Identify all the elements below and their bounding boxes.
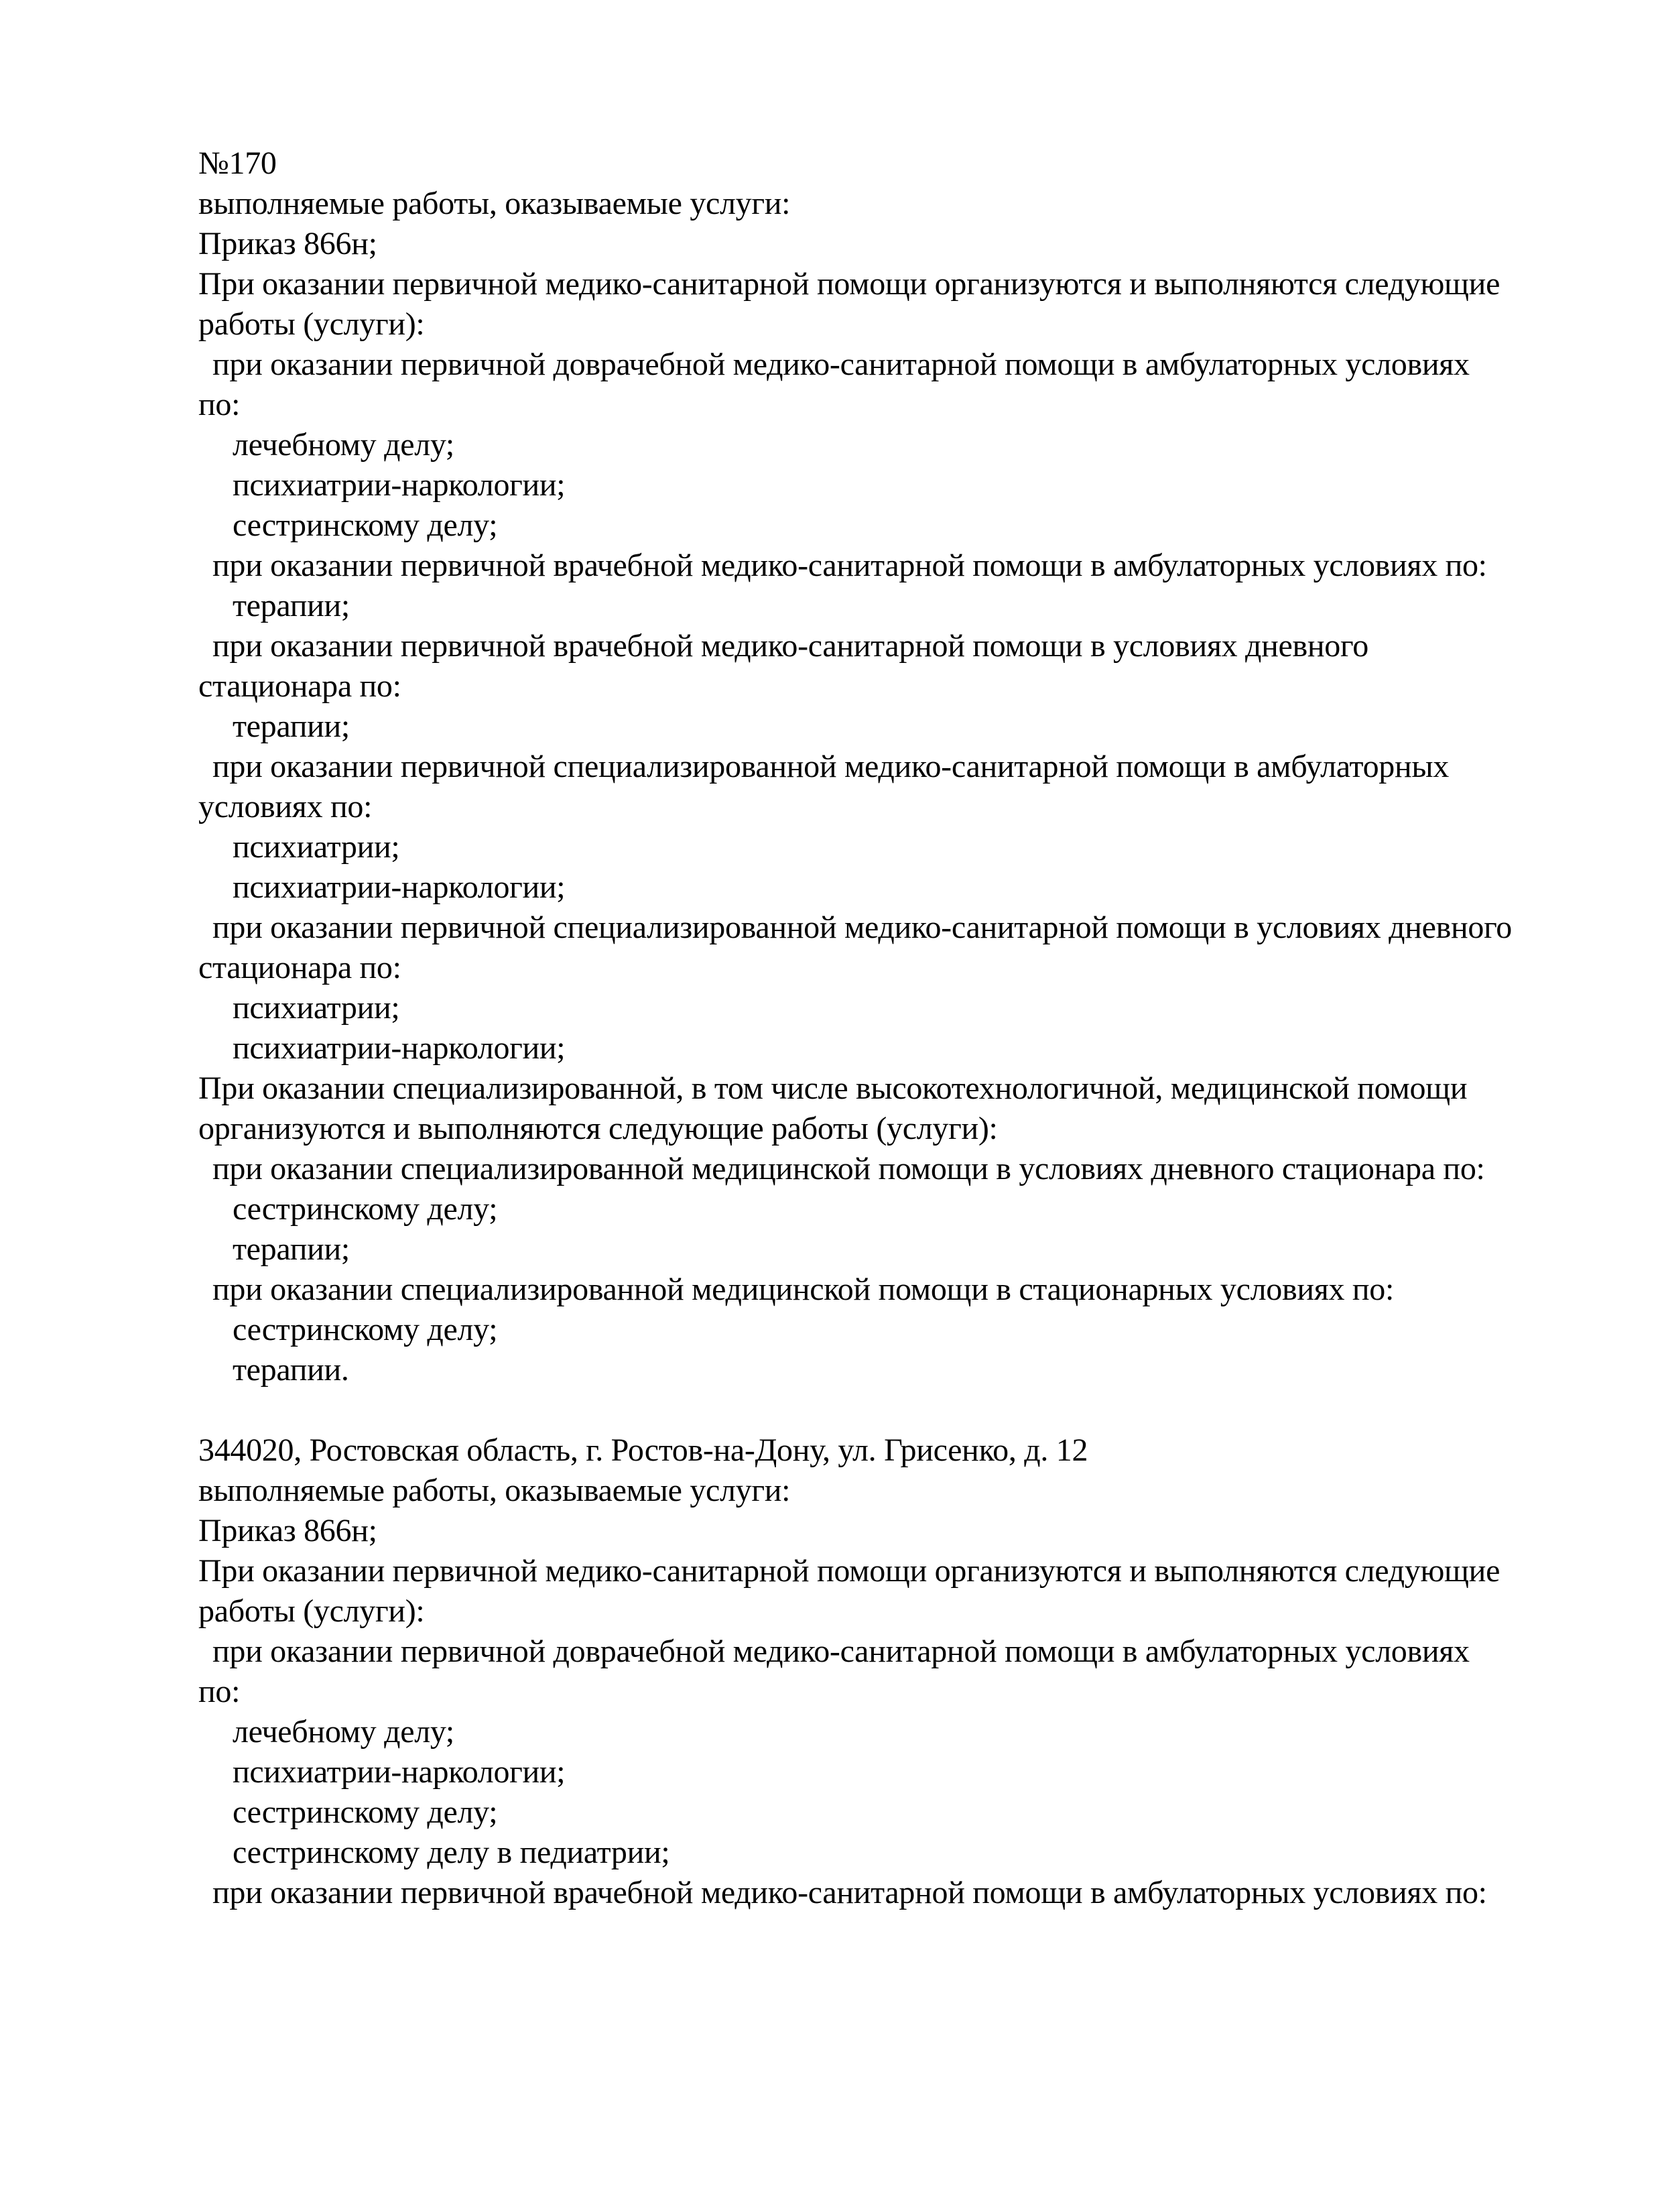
document-line: При оказании первичной медико-санитарной помощи организуются и выполняются следующие bbox=[198, 266, 1500, 302]
document-line: терапии; bbox=[233, 588, 350, 623]
document-line: психиатрии-наркологии; bbox=[233, 1754, 566, 1790]
document-line: сестринскому делу; bbox=[233, 1191, 498, 1227]
document-line: при оказании специализированной медицинской помощи в условиях дневного стационара по: bbox=[212, 1151, 1485, 1186]
document-line: по: bbox=[198, 1674, 241, 1709]
document-line: условиях по: bbox=[198, 789, 373, 824]
document-line: лечебному делу; bbox=[233, 427, 454, 463]
document-line: выполняемые работы, оказываемые услуги: bbox=[198, 1473, 791, 1508]
document-line: работы (услуги): bbox=[198, 1593, 425, 1629]
document-line: психиатрии-наркологии; bbox=[233, 869, 566, 905]
document-line: лечебному делу; bbox=[233, 1714, 454, 1749]
document-line: выполняемые работы, оказываемые услуги: bbox=[198, 186, 791, 221]
document-line: при оказании первичной специализированной медико-санитарной помощи в условиях дневного bbox=[212, 910, 1512, 945]
document-line: при оказании специализированной медицинской помощи в стационарных условиях по: bbox=[212, 1272, 1395, 1307]
document-line: №170 bbox=[198, 145, 277, 181]
document-line bbox=[198, 1390, 1599, 1430]
document-line: при оказании первичной врачебной медико-санитарной помощи в амбулаторных условиях по: bbox=[212, 548, 1487, 583]
document-line: сестринскому делу; bbox=[233, 1794, 498, 1830]
document-line: при оказании первичной врачебной медико-санитарной помощи в амбулаторных условиях по: bbox=[212, 1875, 1487, 1910]
document-line: психиатрии-наркологии; bbox=[233, 1030, 566, 1066]
document-line: сестринскому делу в педиатрии; bbox=[233, 1835, 670, 1870]
document-line: терапии; bbox=[233, 1231, 350, 1267]
document-line: при оказании первичной врачебной медико-санитарной помощи в условиях дневного bbox=[212, 628, 1368, 664]
document-line: психиатрии; bbox=[233, 990, 400, 1026]
document-line: психиатрии; bbox=[233, 829, 400, 865]
document-line: Приказ 866н; bbox=[198, 1513, 377, 1548]
document-line: 344020, Ростовская область, г. Ростов-на-Дону, ул. Грисенко, д. 12 bbox=[198, 1432, 1088, 1468]
document-line: Приказ 866н; bbox=[198, 226, 377, 261]
document-line: терапии; bbox=[233, 709, 350, 744]
document-line: организуются и выполняются следующие работы (услуги): bbox=[198, 1111, 998, 1146]
document-line: При оказании специализированной, в том числе высокотехнологичной, медицинской помощи bbox=[198, 1070, 1468, 1106]
document-line: психиатрии-наркологии; bbox=[233, 467, 566, 503]
document-line: при оказании первичной специализированной медико-санитарной помощи в амбулаторных bbox=[212, 749, 1450, 784]
document-line: При оказании первичной медико-санитарной помощи организуются и выполняются следующие bbox=[198, 1553, 1500, 1589]
document-text-block bbox=[198, 143, 1599, 1913]
document-line: сестринскому делу; bbox=[233, 1312, 498, 1347]
document-line: стационара по: bbox=[198, 950, 401, 985]
document-line: при оказании первичной доврачебной медико-санитарной помощи в амбулаторных условиях bbox=[212, 1634, 1470, 1669]
document-line: при оказании первичной доврачебной медико-санитарной помощи в амбулаторных условиях bbox=[212, 347, 1470, 382]
document-line: стационара по: bbox=[198, 668, 401, 704]
document-line: работы (услуги): bbox=[198, 306, 425, 342]
document-line: сестринскому делу; bbox=[233, 507, 498, 543]
document-line: по: bbox=[198, 387, 241, 422]
document-line: терапии. bbox=[233, 1352, 349, 1388]
